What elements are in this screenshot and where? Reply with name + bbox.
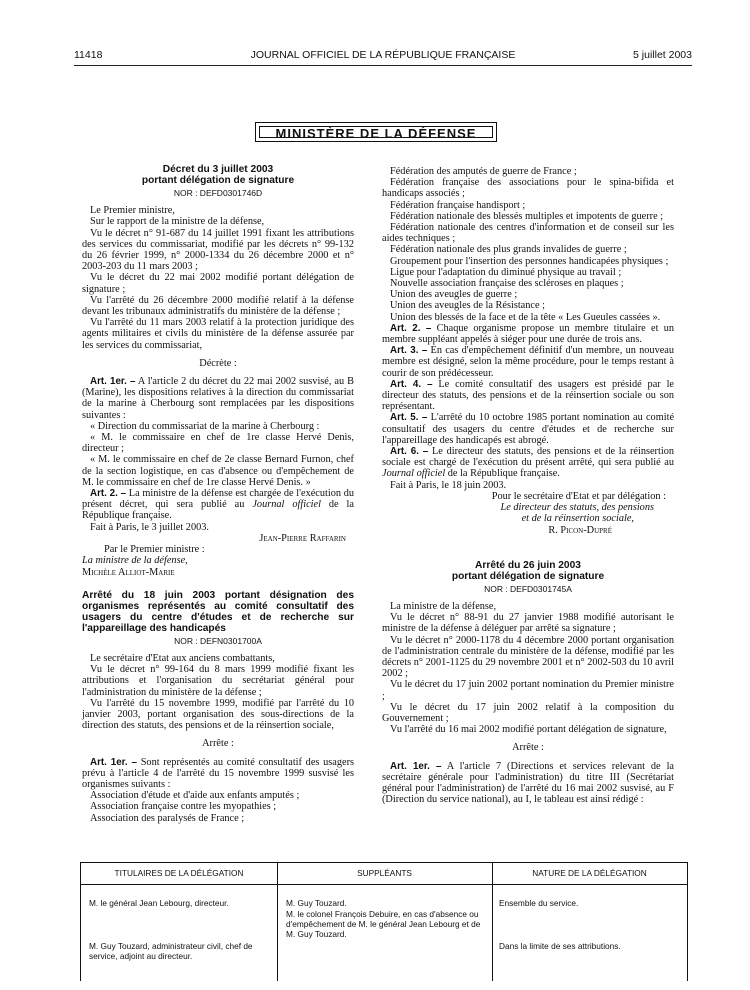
- paragraph: Vu le décret du 17 juin 2002 portant nomination du Premier ministre ;: [382, 679, 674, 702]
- paragraph: Vu l'arrêté du 15 novembre 1999, modifié par l'arrêté du 10 janvier 2003, portant organisation des sous-directions de la direction des statuts, des pensions et de la réinsertion sociale,: [82, 697, 354, 732]
- list-item: Fédération nationale des blessés multiples et impotents de guerre ;: [390, 210, 664, 222]
- list-item: Fédération française des associations pour le spina-bifida et handicaps associés ;: [382, 177, 674, 200]
- table-cell: M. le général Jean Lebourg, directeur.: [89, 898, 229, 908]
- paragraph: Vu le décret n° 88-91 du 27 janvier 1988 modifié autorisant le ministre de la défense à déléguer par arrêté sa signature ;: [382, 612, 674, 635]
- article-label: Art. 2. –: [390, 322, 432, 334]
- signature: R. Picon-Dupré: [548, 524, 612, 536]
- article-label: Art. 2. –: [90, 488, 127, 500]
- page-header: [74, 47, 692, 65]
- paragraph: « Direction du commissariat de la marine à Cherbourg :: [90, 420, 320, 432]
- minister-title: La ministre de la défense,: [82, 555, 188, 567]
- decrete-label: Décrète :: [199, 357, 237, 369]
- ministry-title: MINISTÈRE DE LA DÉFENSE: [259, 126, 493, 138]
- table-header: SUPPLÉANTS: [277, 863, 492, 885]
- arrete-label: Arrête :: [512, 742, 544, 754]
- pour-label: Pour le secrétaire d'Etat et par délégation :: [491, 490, 666, 502]
- table-cell: Dans la limite de ses attributions.: [499, 941, 621, 951]
- paragraph: Sur le rapport de la ministre de la défense,: [90, 216, 265, 228]
- decret-nor: NOR : DEFD0301746D: [173, 188, 263, 198]
- minister-name: Michèle Alliot-Marie: [82, 566, 175, 578]
- director-title-2: et de la réinsertion sociale,: [521, 513, 634, 525]
- table-divider: [492, 863, 493, 981]
- article-label: Art. 5. –: [390, 412, 428, 424]
- article-5: Art. 5. – L'arrêté du 10 octobre 1985 portant nomination au comité consultatif des usagers du centre d'études et de recherche sur l'appareillage des handicapés est abrogé.: [382, 412, 675, 446]
- list-item: Association des paralysés de France ;: [90, 812, 245, 824]
- header-rule: [74, 65, 692, 66]
- paragraph: Vu l'arrêté du 16 mai 2002 modifié portant délégation de signature,: [390, 724, 667, 736]
- article-1: Art. 1er. – A l'article 7 (Directions et services relevant de la secrétaire générale pour l'administration) du titre III (Secrétariat général pour l'administration) de l'arrêté du 16 mai 2002 susvisé, au F (Direction du service national), au I, le tableau est ainsi rédigé :: [382, 760, 674, 806]
- list-item: Fédération nationale des centres d'information et de conseil sur les aides techniques ;: [382, 222, 674, 245]
- article-3: Art. 3. – En cas d'empêchement définitif d'un membre, un nouveau membre est désigné, selon la même procédure, pour le temps restant à courir de son prédécesseur.: [382, 345, 675, 379]
- table-header: NATURE DE LA DÉLÉGATION: [492, 863, 687, 885]
- article-label: Art. 3. –: [390, 345, 428, 357]
- article-6: Art. 6. – Le directeur des statuts, des pensions et de la réinsertion sociale est chargé de l'exécution du présent arrêté, qui sera publié au Journal officiel de la République française.: [382, 446, 674, 480]
- decret-subtitle: portant délégation de signature: [141, 175, 295, 186]
- right-column: [382, 166, 674, 805]
- arrete1-title: Arrêté du 18 juin 2003 portant désignation des organismes représentés au comité consultatif des usagers du centre d'études et de recherche sur l'appareillage des handicapés: [82, 589, 354, 634]
- paragraph: Vu l'arrêté du 11 mars 2003 relatif à la protection juridique des agents militaires et civils du ministère de la défense assurée par les services du commissariat,: [82, 317, 354, 351]
- list-item: Fédération française handisport ;: [390, 199, 526, 211]
- paragraph: Le secrétaire d'Etat aux anciens combattants,: [90, 652, 275, 664]
- list-item: Association d'étude et d'aide aux enfants amputés ;: [90, 790, 300, 802]
- article-2: Art. 2. – Chaque organisme propose un membre titulaire et un membre suppléant appelés à siéger pour une durée de trois ans.: [382, 322, 675, 346]
- arrete2-nor: NOR : DEFD0301745A: [484, 583, 572, 594]
- table-cell: M. Guy Touzard, administrateur civil, chef de service, adjoint au directeur.: [89, 941, 253, 961]
- list-item: Union des aveugles de guerre ;: [390, 289, 518, 301]
- paragraph: Vu le décret n° 91-687 du 14 juillet 1991 fixant les attributions des services du commissariat, modifié par les décrets n° 99-132 du 26 février 1999, n° 2000-1334 du 26 décembre 2000 et n° 2003-203 du 11 mars 2003 ;: [82, 227, 354, 273]
- article-1: Art. 1er. – Sont représentés au comité consultatif des usagers prévu à l'article 4 de l'arrêté du 15 novembre 1999 susvisé les organismes suivants :: [82, 756, 355, 790]
- paragraph: Le Premier ministre,: [90, 205, 175, 217]
- list-item: Fédération des amputés de guerre de France ;: [390, 166, 577, 177]
- paragraph: Vu le décret du 22 mai 2002 modifié portant délégation de signature ;: [82, 272, 354, 295]
- list-item: Groupement pour l'insertion des personnes handicapées physiques ;: [390, 255, 669, 267]
- table-header: TITULAIRES DE LA DÉLÉGATION: [81, 863, 277, 885]
- paragraph: « M. le commissaire en chef de 1re classe Hervé Denis, directeur ;: [82, 432, 354, 455]
- article-4: Art. 4. – Le comité consultatif des usagers est présidé par le directeur des statuts, des pensions et de la réinsertion sociale ou son représentant.: [382, 378, 675, 413]
- table-divider: [277, 863, 278, 981]
- ministry-box: [255, 122, 497, 142]
- list-item: Ligue pour l'adaptation du diminué physique au travail ;: [390, 266, 622, 278]
- fait: Fait à Paris, le 18 juin 2003.: [390, 479, 507, 491]
- article-label: Art. 1er. –: [90, 756, 137, 768]
- paragraph: Vu le décret n° 2000-1178 du 4 décembre 2000 portant organisation de l'administration centrale du ministère de la défense, modifié par les décrets n° 2001-1125 du 29 novembre 2001 et n° 2002-503 du 10 avril 2002 ;: [382, 634, 674, 680]
- list-item: Union des aveugles de la Résistance ;: [390, 300, 545, 312]
- arrete2-title: Arrêté du 26 juin 2003: [475, 559, 581, 571]
- fait: Fait à Paris, le 3 juillet 2003.: [90, 521, 209, 533]
- list-item: Nouvelle association française des scléroses en plaques ;: [390, 278, 624, 290]
- arrete2-subtitle: portant délégation de signature: [451, 570, 605, 582]
- paragraph: La ministre de la défense,: [390, 600, 497, 612]
- table-cell: M. le colonel François Debuire, en cas d'absence ou d'empêchement de M. le général Jean Lebourg et de M. Guy Touzard.: [286, 909, 481, 939]
- paragraph: Vu le décret du 17 juin 2002 relatif à la composition du Gouvernement ;: [382, 701, 674, 724]
- decret-title: Décret du 3 juillet 2003: [162, 164, 274, 175]
- list-item: Union des blessés de la face et de la tête « Les Gueules cassées ».: [390, 311, 661, 323]
- table-cell: Ensemble du service.: [499, 898, 579, 908]
- page-number: 11418: [74, 49, 103, 61]
- table-cell: M. Guy Touzard.: [286, 898, 347, 908]
- director-title: Le directeur des statuts, des pensions: [500, 502, 654, 514]
- article-label: Art. 1er. –: [390, 760, 442, 772]
- paragraph: Vu le décret n° 99-164 du 8 mars 1999 modifié fixant les attributions et l'organisation du secrétariat général pour l'administration du ministère de la défense ;: [82, 664, 354, 698]
- signature: Jean-Pierre Raffarin: [259, 532, 346, 544]
- par-label: Par le Premier ministre :: [104, 544, 205, 556]
- paragraph: Vu l'arrêté du 26 décembre 2000 modifié relatif à la défense devant les tribunaux administratifs du ministère de la défense ;: [82, 294, 354, 318]
- issue-date: 5 juillet 2003: [633, 49, 692, 61]
- arrete-label: Arrête :: [202, 738, 234, 750]
- article-1: Art. 1er. – A l'article 2 du décret du 22 mai 2002 susvisé, au B (Marine), les dispositions relatives à la direction du commissariat de la marine à Cherbourg sont remplacées par les dispositions suivantes :: [82, 376, 354, 421]
- left-column: [82, 164, 354, 824]
- article-2: Art. 2. – La ministre de la défense est chargée de l'exécution du présent décret, qui sera publié au Journal officiel de la République française.: [82, 488, 355, 522]
- article-label: Art. 6. –: [390, 446, 429, 458]
- delegation-table: [80, 862, 688, 981]
- list-item: Association française contre les myopathies ;: [90, 801, 277, 813]
- article-label: Art. 4. –: [390, 378, 433, 390]
- arrete1-nor: NOR : DEFN0301700A: [174, 635, 262, 646]
- article-label: Art. 1er. –: [90, 376, 136, 388]
- paragraph: « M. le commissaire en chef de 2e classe Bernard Furnon, chef de la section logistique, en cas d'absence ou d'empêchement de M. le commissaire en chef de 1re classe Hervé Denis. »: [82, 454, 354, 488]
- list-item: Fédération nationale des plus grands invalides de guerre ;: [390, 244, 627, 256]
- journal-title: JOURNAL OFFICIEL DE LA RÉPUBLIQUE FRANÇAISE: [250, 49, 516, 61]
